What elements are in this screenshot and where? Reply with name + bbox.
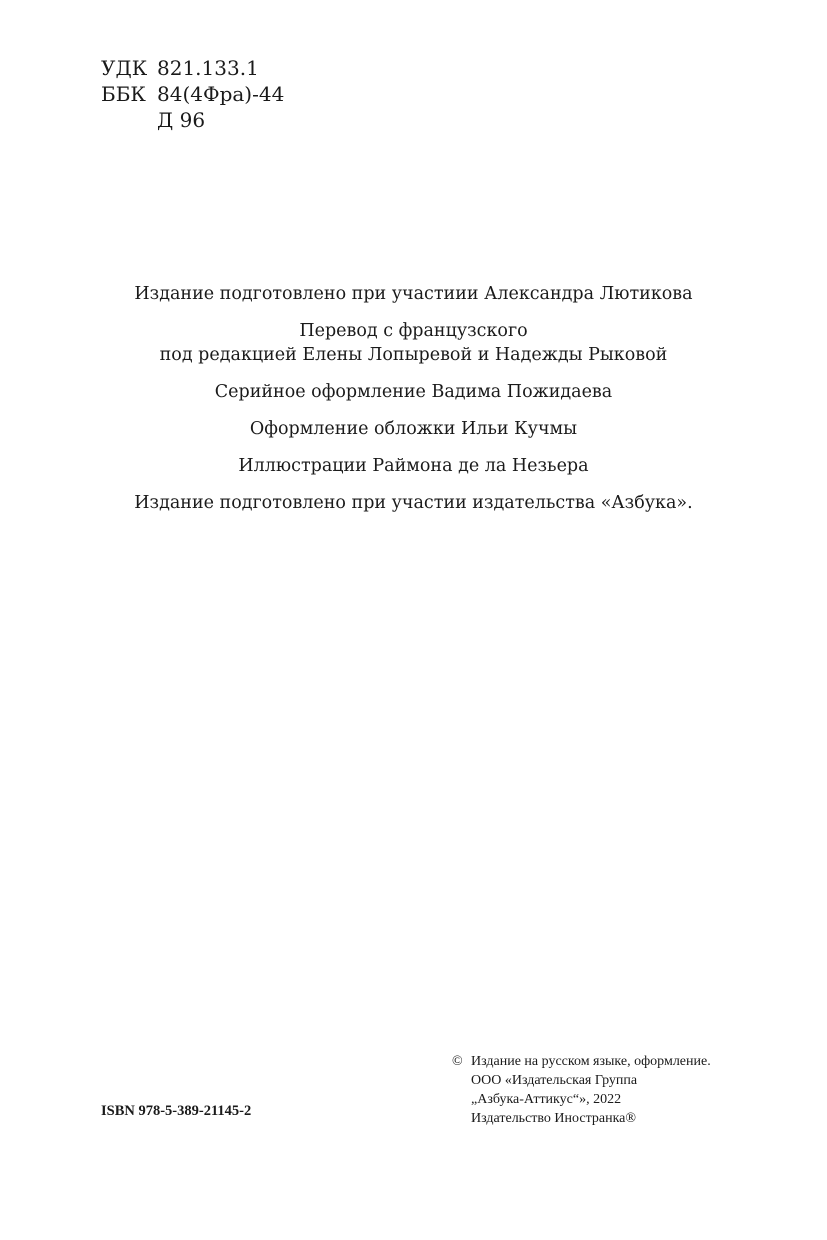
bbk-value: 84(4Фра)-44 [157,82,285,106]
isbn: ISBN 978-5-389-21145-2 [101,1103,252,1119]
copyright-line: „Азбука-Аттикус“», 2022 [471,1092,622,1107]
copyright-lines [471,1052,711,1128]
udk-label: УДК [101,56,148,80]
copyright-notice [452,1052,711,1128]
copyright-line: Издательство Иностранка® [471,1111,637,1126]
credit-line: под редакцией Елены Лопыревой и Надежды Рыковой [159,345,668,365]
copyright-sign: © [452,1054,463,1069]
credit-line: Оформление обложки Ильи Кучмы [249,419,578,439]
credit-line: Издание подготовлено при участии издательства «Азбука». [134,493,693,513]
bbk-row [101,81,284,107]
credit-line: Иллюстрации Раймона де ла Незьера [238,456,589,476]
author-mark-row [101,107,284,133]
udk-value: 821.133.1 [157,56,259,80]
bbk-label: ББК [101,82,146,106]
credit-series-design [0,380,827,404]
credit-translation [0,319,827,367]
copyright-line: Издание на русском языке, оформление. [471,1054,711,1069]
udk-row [101,55,284,81]
credit-line: Перевод с французского [299,321,528,341]
copyright-line: ООО «Издательская Группа [471,1073,638,1088]
credit-line: Серийное оформление Вадима Пожидаева [214,382,613,402]
credit-publisher [0,491,827,515]
author-mark: Д 96 [157,108,206,132]
credits-section [0,282,827,528]
credit-cover-design [0,417,827,441]
library-classification [101,55,284,133]
credit-line: Издание подготовлено при участиии Александра Лютикова [134,284,693,304]
credit-illustrations [0,454,827,478]
credit-participation [0,282,827,306]
